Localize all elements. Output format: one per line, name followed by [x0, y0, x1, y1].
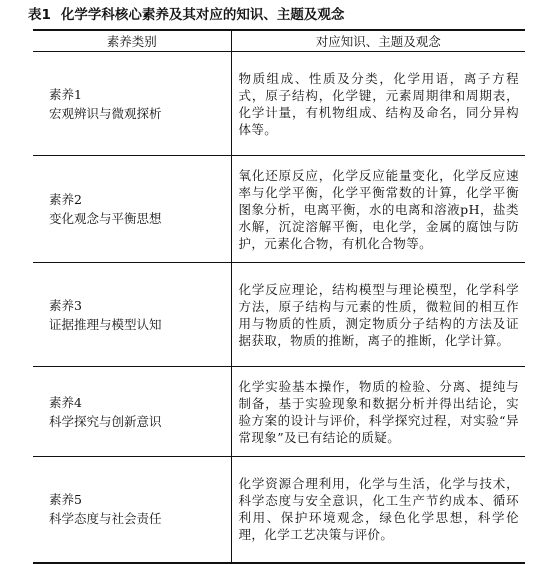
table-row	[33, 52, 525, 156]
content-cell: 化学资源合理利用，化学与生活，化学与技术，科学态度与安全意识，化工生产节约成本、循环利用、保护环境观念，绿色化学思想，科学伦理，化学工艺决策与评价。	[231, 457, 525, 563]
table-row	[33, 367, 525, 457]
category-name: 素养2	[49, 192, 82, 207]
category-subtitle: 变化观念与平衡思想	[49, 211, 162, 226]
literacy-table	[33, 29, 525, 564]
category-subtitle: 科学态度与社会责任	[49, 511, 162, 527]
table-number: 表1	[28, 7, 51, 23]
content-cell: 化学实验基本操作，物质的检验、分离、提纯与制备，基于实验现象和数据分析并得出结论，实验方案的设计与评价，科学探究过程，对实验“异常现象”及已有结论的质疑。	[231, 367, 525, 457]
table-title: 化学学科核心素养及其对应的知识、主题及观念	[60, 7, 345, 23]
content-cell: 物质组成、性质及分类，化学用语，离子方程式，原子结构，化学键，元素周期律和周期表，化学计量，有机物组成、结构及命名，同分异构体等。	[231, 52, 525, 156]
table-row	[33, 457, 525, 563]
table-row	[33, 156, 525, 263]
table-row	[33, 263, 525, 367]
category-subtitle: 证据推理与模型认知	[49, 316, 162, 332]
content-cell: 氧化还原反应，化学反应能量变化，化学反应速率与化学平衡，化学平衡常数的计算，化学平衡图象分析，电离平衡，水的电离和溶液pH，盐类水解，沉淀溶解平衡，电化学，金属的腐蚀与防护，元素化合物，有机化合物等。	[231, 156, 525, 263]
category-name: 素养5	[49, 492, 82, 508]
category-cell	[33, 52, 231, 156]
category-subtitle: 科学探究与创新意识	[49, 413, 162, 429]
category-cell	[33, 367, 231, 457]
category-name: 素养4	[49, 394, 82, 410]
content-cell: 化学反应理论，结构模型与理论模型，化学科学方法，原子结构与元素的性质，微粒间的相互作用与物质的性质，测定物质分子结构的方法及证据获取，物质的推断，离子的推断，化学计算。	[231, 263, 525, 367]
category-cell	[33, 263, 231, 367]
table-caption	[28, 6, 528, 24]
category-name: 素养1	[49, 86, 82, 102]
category-cell	[33, 156, 231, 263]
header-content: 对应知识、主题及观念	[231, 30, 525, 52]
category-name: 素养3	[49, 297, 82, 313]
header-category: 素养类别	[33, 30, 231, 52]
category-cell	[33, 457, 231, 563]
table-header-row	[33, 30, 525, 52]
category-subtitle: 宏观辨识与微观探析	[49, 105, 162, 121]
